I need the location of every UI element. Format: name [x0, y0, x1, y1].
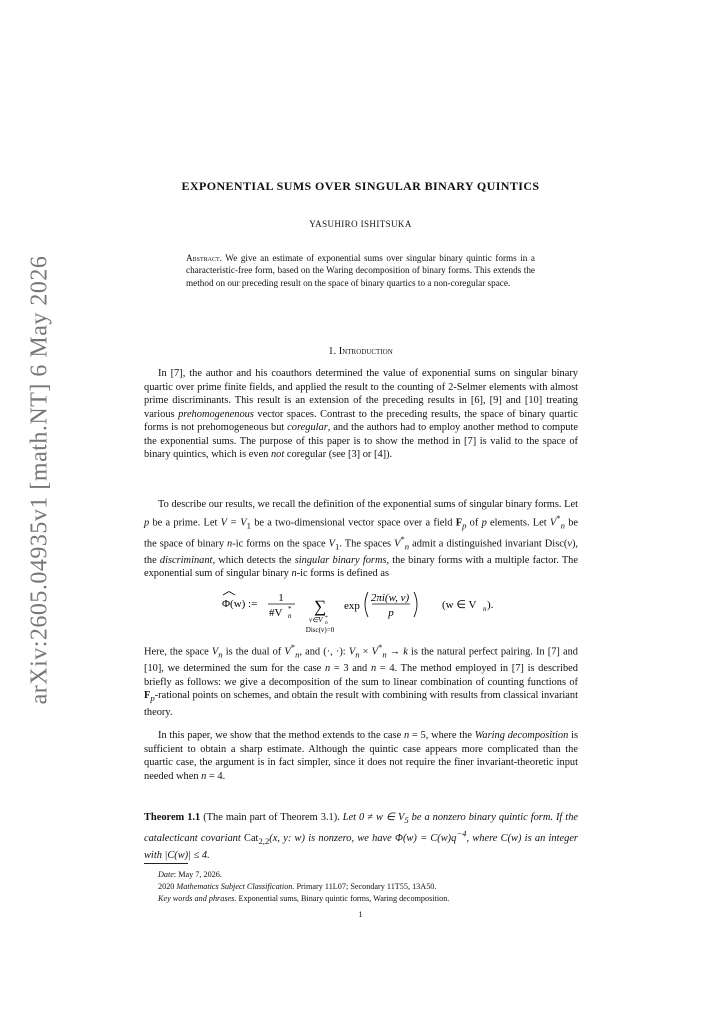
abstract	[186, 252, 535, 289]
formula-frac-denominator: #V	[269, 607, 283, 619]
arxiv-identifier: arXiv:2605.04935v1 [math.NT] 6 May 2026	[26, 255, 53, 705]
theorem-1-1: Theorem 1.1 (The main part of Theorem 3.1). Let 0 ≠ w ∈ $V_5$ be a nonzero binary quintic form. If the catalecticant covariant Cat$_{2,2}$(x, y: w) is nonzero, we have $\Phi(w) = C(w)q^{-4}$, where C(w) is an integer with |C(w)| ≤ 4.	[144, 812, 579, 861]
footnote-rule	[144, 863, 188, 864]
svg-text:n: n	[288, 612, 292, 620]
exp-function: exp	[344, 600, 360, 612]
summation-sign: ∑	[313, 597, 327, 616]
svg-text:n: n	[483, 605, 487, 613]
sum-condition-disc: Disc(v)=0	[305, 626, 335, 634]
svg-text:).: ).	[487, 599, 494, 611]
formula-lhs: Φ(w) :=	[222, 598, 258, 610]
theorem-label: Theorem 1.1	[144, 812, 201, 823]
abstract-text: We give an estimate of exponential sums over singular binary quintic forms in a characteristic-free form, based on the Waring decomposition of binary forms. This extends the method on our preceding result on the space of binary quartics to a non-coregular space.	[186, 253, 535, 288]
paragraph-4: In this paper, we show that the method extends to the case n = 5, where the Waring decomposition is sufficient to obtain a sharp estimate. Although the quintic case appears more complicated than the quartic case, the argument is in fact simpler, since it does not require the finer invariant-theoretic input needed when n = 4.	[144, 730, 579, 782]
sum-condition: v∈V	[309, 616, 323, 624]
svg-text:*: *	[325, 615, 328, 621]
paragraph-2: To describe our results, we recall the definition of the exponential sums of singular binary forms. Let p be a prime. Let $V = V_1$ be a two-dimensional vector space over a field $F_p$ of p elements. Let $V^*_n$ be the space of binary n-ic forms on the space $V_1$. The spaces $V^*_n$ admit a distinguished invariant Disc(v), the discriminant, which detects the singular binary forms, the binary forms with a multiple factor. The exponential sum of singular binary n-ic forms is defined as	[144, 499, 579, 580]
footnote-keywords: Key words and phrases. Exponential sums, Binary quintic forms, Waring decomposition.	[158, 894, 450, 903]
paper-title: EXPONENTIAL SUMS OVER SINGULAR BINARY QUINTICS	[181, 179, 540, 193]
section-heading	[0, 346, 721, 357]
svg-text:*: *	[288, 605, 292, 613]
section-number: 1.	[328, 346, 337, 357]
paragraph-3: Here, the space $V_n$ is the dual of $V^*_n$, and (·, ·): $V_n \times V^*_n \to k$ is the natural perfect pairing. In [7] and [10], we determined the sum for the case n = 3 and n = 4. The method employed in [7] is described briefly as follows: we give a decomposition of the sum to linear combination of counting functions of $F_p$-rational points on schemes, and obtain the result with combining with results from classical invariant theory.	[144, 642, 578, 718]
section-title: Introduction	[338, 346, 393, 357]
svg-text:n: n	[325, 620, 328, 626]
exponential-sum-formula	[144, 590, 578, 638]
exp-numerator: 2πi(w, v)	[370, 592, 410, 604]
author-name: YASUHIRO ISHITSUKA	[309, 219, 412, 229]
paragraph-1: In [7], the author and his coauthors determined the value of exponential sums on singular binary quartic over prime finite fields, and applied the result to the counting of 2-Selmer elements with almost prime discriminants. This result is an extension of the preceding results in [6], [9] and [10] treating various prehomogenenous vector spaces. Contrast to the preceding results, the space of binary quartic forms is not prehomogeneous but coregular, and the authors had to employ another method to compute the exponential sums. The purpose of this paper is to show the method in [7] is valid to the space of binary quintics, which is even not coregular (see [3] or [4]).	[144, 368, 579, 460]
formula-domain: (w ∈ V	[442, 599, 477, 611]
exp-denominator: p	[388, 607, 394, 619]
page-number: 1	[358, 909, 363, 919]
footnote-msc: 2020 Mathematics Subject Classification. Primary 11L07; Secondary 11T55, 13A50.	[158, 882, 437, 891]
formula-frac-numerator: 1	[278, 592, 284, 604]
footnotes	[144, 869, 578, 905]
abstract-label: Abstract.	[186, 253, 222, 263]
footnote-date: Date: May 7, 2026.	[158, 870, 222, 879]
